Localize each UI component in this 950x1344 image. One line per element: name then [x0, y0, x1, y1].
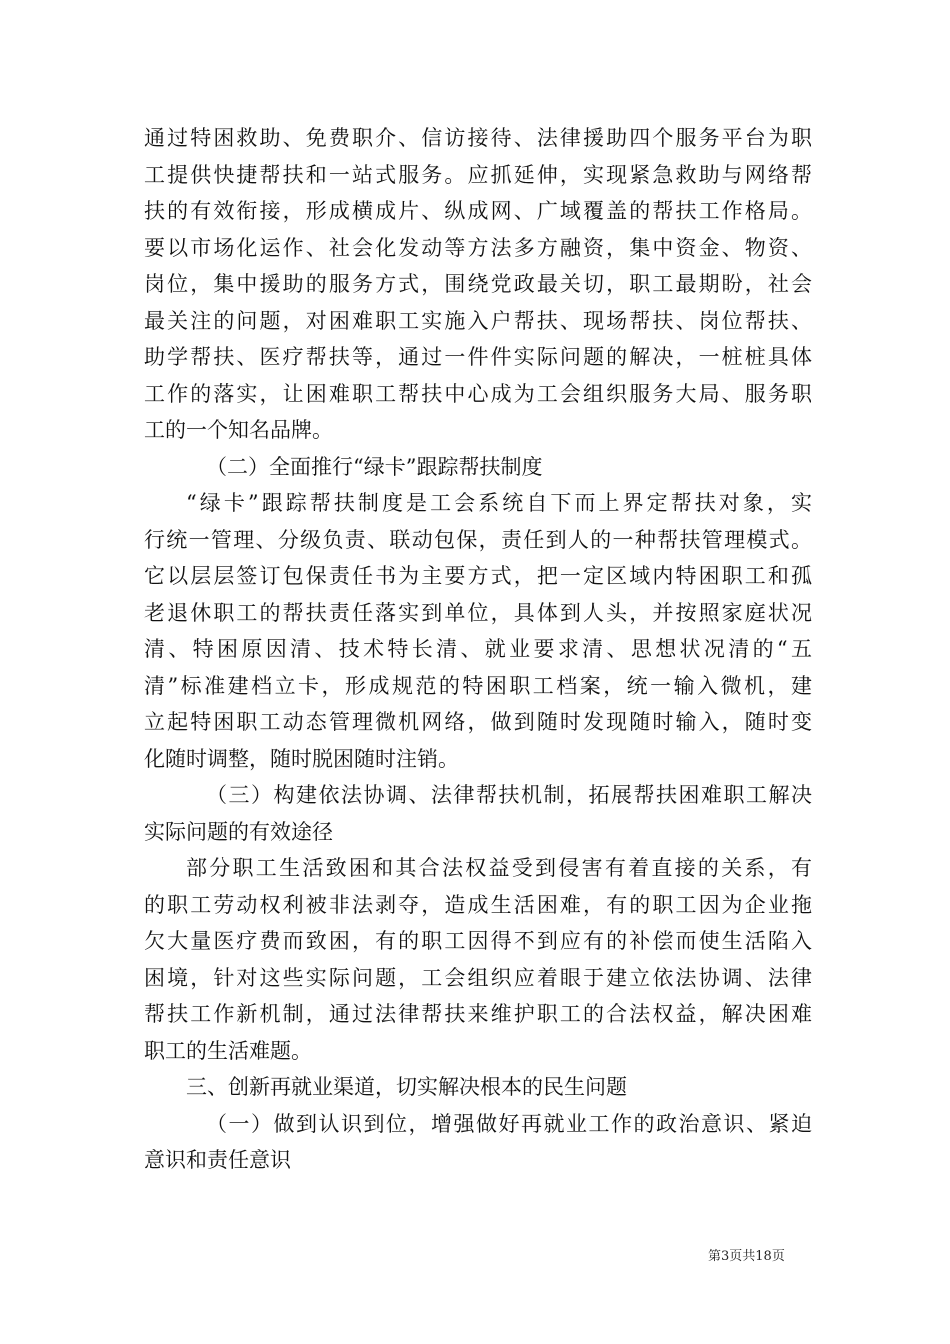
section-heading-continued: 意识和责任意识	[144, 1148, 291, 1172]
text-line: 工的一个知名品牌。	[144, 418, 333, 442]
text-line: 助学帮扶、医疗帮扶等，通过一件件实际问题的解决，一桩桩具体	[144, 345, 812, 369]
paragraph-start-line: 部分职工生活致困和其合法权益受到侵害有着直接的关系，有	[186, 856, 812, 880]
section-heading: （三）构建依法协调、法律帮扶机制，拓展帮扶困难职工解决	[206, 783, 812, 807]
text-line: 的职工劳动权利被非法剥夺，造成生活困难，有的职工因为企业拖	[144, 892, 812, 917]
text-line: 清、特困原因清、技术特长清、就业要求清、思想状况清的“五	[144, 637, 812, 661]
text-line: 化随时调整，随时脱困随时注销。	[144, 746, 459, 771]
text-line: 帮扶工作新机制，通过法律帮扶来维护职工的合法权益，解决困难	[144, 1002, 812, 1026]
text-line: 岗位，集中援助的服务方式，围绕党政最关切，职工最期盼，社会	[144, 272, 812, 296]
text-line: 立起特困职工动态管理微机网络，做到随时发现随时输入，随时变	[144, 710, 812, 734]
text-line: 老退休职工的帮扶责任落实到单位，具体到人头，并按照家庭状况	[144, 600, 812, 625]
text-line: 它以层层签订包保责任书为主要方式，把一定区域内特困职工和孤	[144, 564, 812, 588]
text-line: 要以市场化运作、社会化发动等方法多方融资，集中资金、物资、	[144, 235, 812, 260]
section-heading: （一）做到认识到位，增强做好再就业工作的政治意识、紧迫	[206, 1111, 812, 1136]
text-line: 清”标准建档立卡，形成规范的特困职工档案，统一输入微机，建	[144, 673, 812, 698]
text-line: 欠大量医疗费而致困，有的职工因得不到应有的补偿而使生活陷入	[144, 929, 812, 953]
text-line: 困境，针对这些实际问题，工会组织应着眼于建立依法协调、法律	[144, 965, 812, 990]
page-number: 第3页共18页	[708, 1249, 785, 1264]
paragraph-start-line: “绿卡”跟踪帮扶制度是工会系统自下而上界定帮扶对象，实	[186, 491, 812, 515]
text-line: 职工的生活难题。	[144, 1038, 312, 1063]
text-line: 工作的落实，让困难职工帮扶中心成为工会组织服务大局、服务职	[144, 381, 812, 406]
document-body	[144, 120, 812, 1179]
text-line: 扶的有效衔接，形成横成片、纵成网、广域覆盖的帮扶工作格局。	[144, 199, 812, 223]
section-heading-continued: 实际问题的有效途径	[144, 819, 333, 844]
text-line: 最关注的问题，对困难职工实施入户帮扶、现场帮扶、岗位帮扶、	[144, 308, 812, 333]
text-line: 通过特困救助、免费职介、信访接待、法律援助四个服务平台为职	[144, 126, 812, 150]
chapter-heading: 三、创新再就业渠道，切实解决根本的民生问题	[186, 1075, 627, 1099]
text-line: 工提供快捷帮扶和一站式服务。应抓延伸，实现紧急救助与网络帮	[144, 162, 812, 187]
section-heading: （二）全面推行“绿卡”跟踪帮扶制度	[206, 454, 543, 479]
text-line: 行统一管理、分级负责、联动包保，责任到人的一种帮扶管理模式。	[144, 527, 812, 552]
